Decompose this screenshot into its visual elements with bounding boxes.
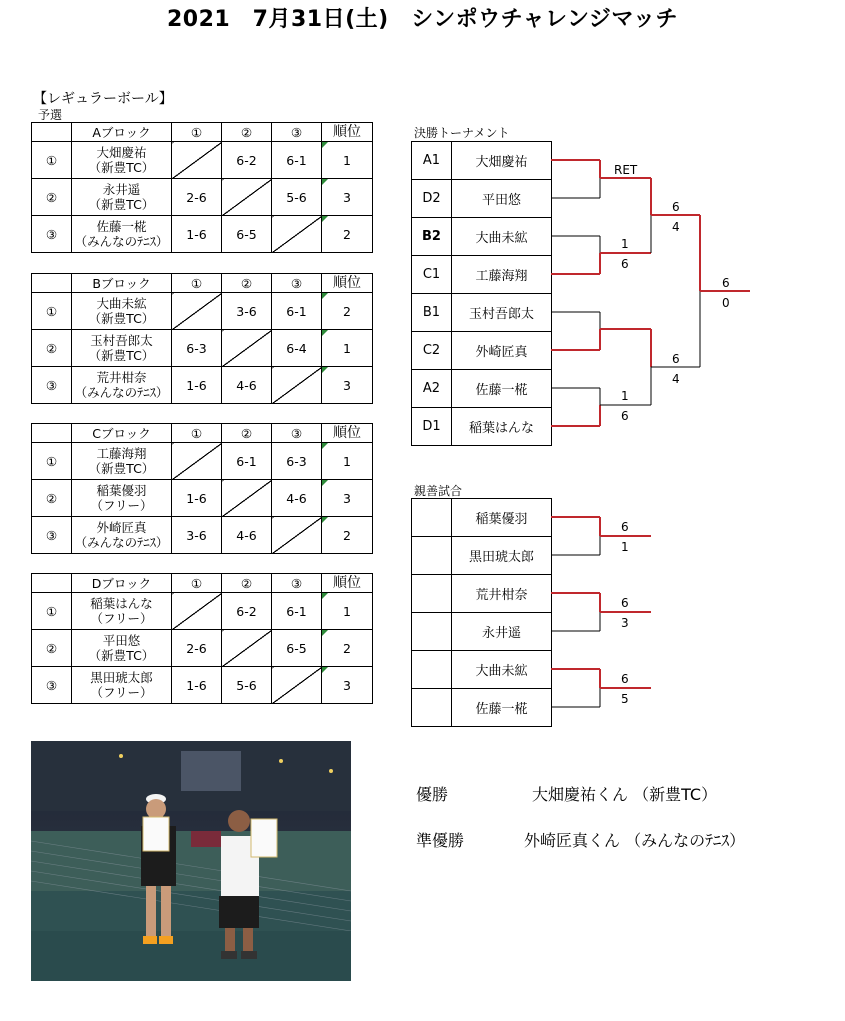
player-club: （新豊TC）: [88, 197, 155, 212]
friendly-player: 稲葉優羽: [452, 499, 552, 537]
entry-name: 平田悠: [452, 180, 552, 218]
page-title: 2021 7月31日(土) シンポウチャレンジマッチ: [166, 7, 679, 32]
block-name: Bブロック: [72, 274, 172, 293]
column-header: ③: [272, 424, 322, 443]
player-club: （フリー）: [90, 611, 153, 626]
rank: 2: [322, 216, 373, 253]
column-header: ①: [172, 424, 222, 443]
player-name: 平田悠: [102, 633, 141, 648]
rank: 1: [322, 593, 373, 630]
player-name: 外崎匠真: [96, 520, 147, 535]
column-header: ①: [172, 123, 222, 142]
score-label: 6: [621, 672, 629, 686]
seed: D2: [412, 180, 452, 218]
column-header: ②: [222, 123, 272, 142]
player-club: （みんなのﾃﾆｽ）: [74, 385, 169, 400]
column-header: ①: [172, 274, 222, 293]
match-score: 3-6: [172, 517, 222, 554]
entry-name: 稲葉はんな: [452, 408, 552, 446]
match-score: 6-5: [222, 216, 272, 253]
column-header: ③: [272, 574, 322, 593]
friendly-label: 親善試合: [414, 484, 463, 498]
player-number: ②: [32, 630, 72, 667]
match-score: 6-5: [272, 630, 322, 667]
prelim-label: 予選: [38, 108, 63, 122]
player-name: 稲葉はんな: [90, 596, 153, 611]
winners-photo: [31, 741, 351, 981]
score-label: 6: [672, 200, 680, 214]
match-score: 1-6: [172, 667, 222, 704]
column-header: 順位: [322, 574, 373, 593]
column-header: 順位: [322, 424, 373, 443]
player-number: ①: [32, 142, 72, 179]
rank: 3: [322, 667, 373, 704]
player-club: （フリー）: [90, 498, 153, 513]
rank: 1: [322, 330, 373, 367]
player-number: ③: [32, 667, 72, 704]
score-label: 4: [672, 372, 680, 386]
match-score: 6-4: [272, 330, 322, 367]
score-label: 6: [621, 520, 629, 534]
match-score: 6-3: [272, 443, 322, 480]
match-score: 5-6: [222, 667, 272, 704]
rank: 3: [322, 480, 373, 517]
seed: C2: [412, 332, 452, 370]
rank: 3: [322, 367, 373, 404]
entry-name: 佐藤一椛: [452, 370, 552, 408]
score-label: 4: [672, 220, 680, 234]
score-label: 6: [621, 596, 629, 610]
block-name: Aブロック: [72, 123, 172, 142]
player-number: ①: [32, 443, 72, 480]
player-name: 稲葉優羽: [96, 483, 147, 498]
match-score: 6-2: [222, 142, 272, 179]
player-club: （新豊TC）: [88, 348, 155, 363]
column-header: ③: [272, 274, 322, 293]
seed: A1: [412, 142, 452, 180]
runner-up-label: 準優勝: [416, 831, 465, 850]
seed: C1: [412, 256, 452, 294]
rank: 2: [322, 630, 373, 667]
score-label: RET: [614, 163, 638, 177]
player-club: （新豊TC）: [88, 311, 155, 326]
match-score: 6-3: [172, 330, 222, 367]
rank: 1: [322, 142, 373, 179]
score-label: 0: [722, 296, 730, 310]
player-club: （新豊TC）: [88, 648, 155, 663]
seed: B2: [412, 218, 452, 256]
player-name: 大曲未絋: [96, 296, 147, 311]
seed: D1: [412, 408, 452, 446]
column-header: ①: [172, 574, 222, 593]
player-number: ③: [32, 216, 72, 253]
rank: 2: [322, 293, 373, 330]
match-score: 2-6: [172, 179, 222, 216]
score-label: 1: [621, 540, 629, 554]
match-score: 5-6: [272, 179, 322, 216]
column-header: ③: [272, 123, 322, 142]
friendly-player: 佐藤一椛: [452, 689, 552, 727]
entry-name: 外崎匠真: [452, 332, 552, 370]
score-label: 6: [722, 276, 730, 290]
player-name: 佐藤一椛: [96, 219, 147, 234]
score-label: 3: [621, 616, 629, 630]
player-club: （新豊TC）: [88, 160, 155, 175]
match-score: 3-6: [222, 293, 272, 330]
match-score: 2-6: [172, 630, 222, 667]
match-score: 1-6: [172, 216, 222, 253]
entry-name: 玉村吾郎太: [452, 294, 552, 332]
entry-name: 大畑慶祐: [452, 142, 552, 180]
column-header: ②: [222, 424, 272, 443]
match-score: 6-1: [272, 593, 322, 630]
seed: A2: [412, 370, 452, 408]
match-score: 4-6: [222, 367, 272, 404]
score-label: 6: [672, 352, 680, 366]
rank: 2: [322, 517, 373, 554]
match-score: 4-6: [272, 480, 322, 517]
player-name: 玉村吾郎太: [90, 333, 153, 348]
player-number: ①: [32, 593, 72, 630]
score-label: 1: [621, 237, 629, 251]
column-header: 順位: [322, 123, 373, 142]
player-name: 荒井柑奈: [96, 370, 147, 385]
winner-label: 優勝: [416, 785, 449, 804]
match-score: 6-1: [222, 443, 272, 480]
player-club: （みんなのﾃﾆｽ）: [74, 535, 169, 550]
entry-name: 工藤海翔: [452, 256, 552, 294]
friendly-player: 永井遥: [452, 613, 552, 651]
winner-name: 大畑慶祐くん （新豊TC）: [532, 785, 718, 804]
player-name: 工藤海翔: [96, 446, 147, 461]
player-club: （新豊TC）: [88, 461, 155, 476]
player-number: ②: [32, 179, 72, 216]
score-label: 6: [621, 257, 629, 271]
rank: 1: [322, 443, 373, 480]
player-number: ③: [32, 517, 72, 554]
column-header: 順位: [322, 274, 373, 293]
match-score: 1-6: [172, 480, 222, 517]
player-number: ②: [32, 330, 72, 367]
section-label: 【レギュラーボール】: [33, 91, 173, 107]
player-number: ③: [32, 367, 72, 404]
player-name: 大畑慶祐: [96, 145, 147, 160]
player-club: （みんなのﾃﾆｽ）: [74, 234, 169, 249]
column-header: ②: [222, 574, 272, 593]
score-label: 6: [621, 409, 629, 423]
player-number: ①: [32, 293, 72, 330]
tournament-label: 決勝トーナメント: [414, 126, 510, 140]
match-score: 6-1: [272, 142, 322, 179]
match-score: 4-6: [222, 517, 272, 554]
block-name: Cブロック: [72, 424, 172, 443]
entry-name: 大曲未絋: [452, 218, 552, 256]
match-score: 6-2: [222, 593, 272, 630]
player-name: 黒田琥太郎: [90, 670, 153, 685]
runner-up-name: 外崎匠真くん （みんなのﾃﾆｽ）: [524, 831, 746, 850]
friendly-player: 荒井柑奈: [452, 575, 552, 613]
rank: 3: [322, 179, 373, 216]
player-club: （フリー）: [90, 685, 153, 700]
match-score: 6-1: [272, 293, 322, 330]
column-header: ②: [222, 274, 272, 293]
friendly-player: 大曲未絋: [452, 651, 552, 689]
player-name: 永井遥: [102, 182, 141, 197]
friendly-player: 黒田琥太郎: [452, 537, 552, 575]
score-label: 5: [621, 692, 629, 706]
player-number: ②: [32, 480, 72, 517]
score-label: 1: [621, 389, 629, 403]
block-name: Dブロック: [72, 574, 172, 593]
match-score: 1-6: [172, 367, 222, 404]
seed: B1: [412, 294, 452, 332]
